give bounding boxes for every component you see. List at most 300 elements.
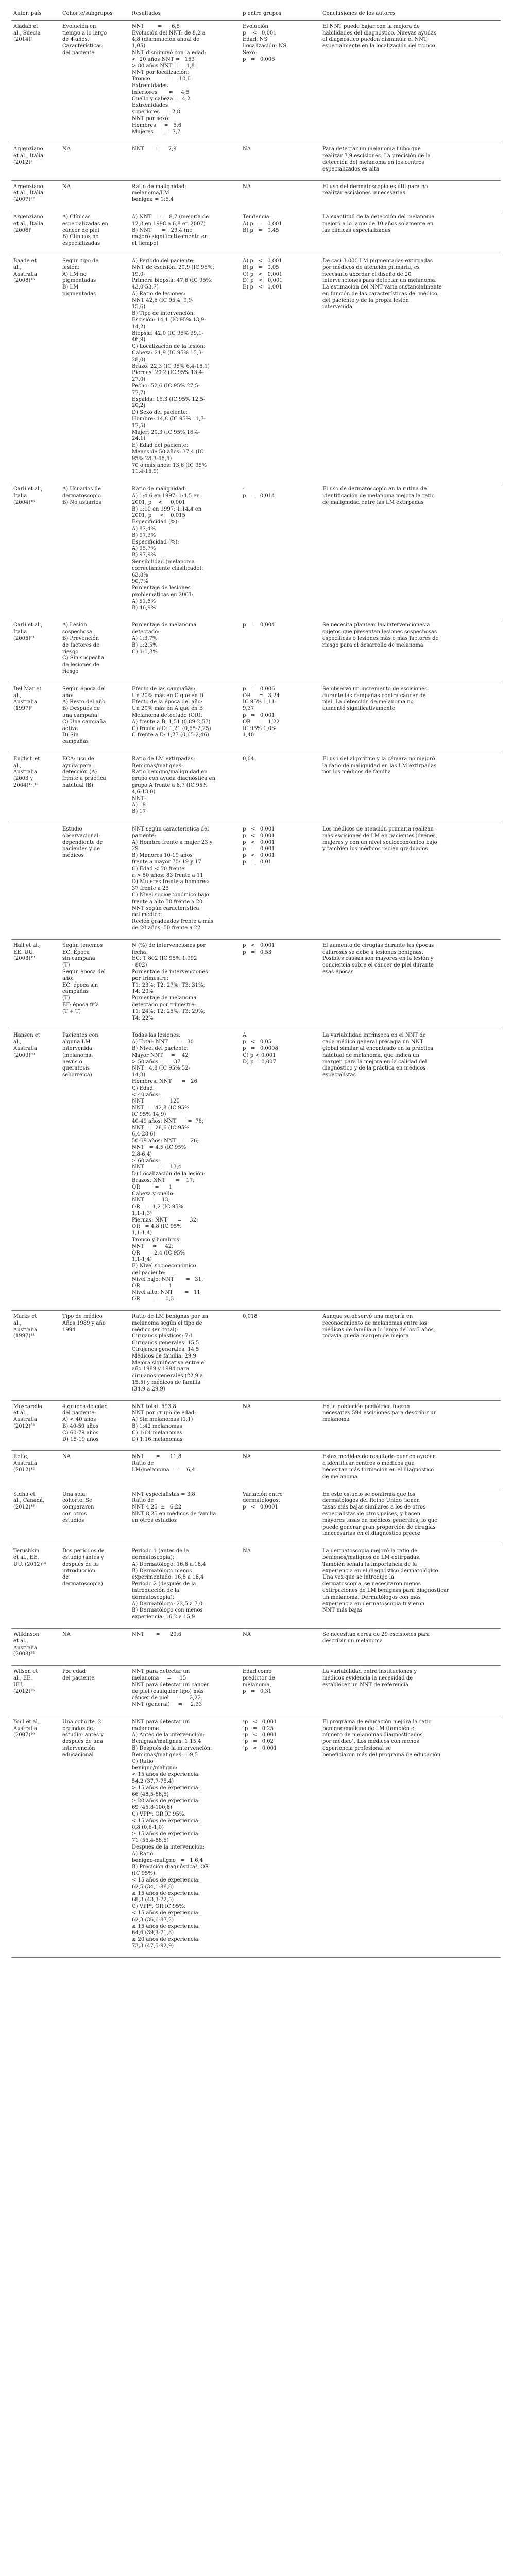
- author-line: Moscarella: [13, 1403, 43, 1410]
- results-line: ≥ 15 años de experiencia:: [132, 1923, 200, 1929]
- cell-conclusions: [320, 683, 501, 753]
- author-line: (2012)³: [13, 159, 33, 165]
- cell-results: [130, 255, 241, 483]
- cell-results: [130, 483, 241, 619]
- author-line: al.,: [13, 1039, 22, 1045]
- cell-p: [241, 753, 320, 823]
- results-line: Brazos: NNT = 17;: [132, 1177, 195, 1183]
- results-line: B) Después de la intervención:: [132, 1745, 212, 1752]
- cell-conclusions: [320, 255, 501, 483]
- cell-results: [130, 1628, 241, 1665]
- conclusions-line: El uso de dermatoscopio en la rutina de: [322, 486, 427, 493]
- p-line: p < 0,001: [243, 30, 277, 36]
- cell-p: [241, 1666, 320, 1716]
- results-line: Nivel bajo: NNT = 31;: [132, 1276, 203, 1282]
- cohort-line: A) Resto del año: [62, 699, 106, 705]
- results-line: > 80 años NNT = 1,8: [132, 63, 195, 69]
- author-line: Australia: [13, 1327, 37, 1333]
- results-line: detectado por trimestre:: [132, 1002, 196, 1008]
- cell-cohort: [60, 483, 130, 619]
- author-line: Italia: [13, 493, 27, 499]
- author-line: EE. UU.: [13, 949, 35, 955]
- results-line: Ratio de: [132, 1461, 154, 1467]
- author-line: et al., Italia: [13, 221, 44, 227]
- results-line: 63,8%: [132, 572, 148, 578]
- cohort-line: Características: [62, 43, 102, 49]
- cohort-line: B) 40-59 años: [62, 1423, 98, 1429]
- results-line: A) 19: [132, 802, 146, 808]
- cohort-line: B) Prevención: [62, 635, 99, 641]
- cell-author: [11, 483, 60, 619]
- table-row: [11, 1666, 501, 1716]
- cell-conclusions: [320, 1488, 501, 1545]
- cell-conclusions: [320, 753, 501, 823]
- table-row: [11, 683, 501, 753]
- results-line: Extremidades: [132, 82, 168, 89]
- results-line: cirujanos generales (22,9 a: [132, 1373, 203, 1379]
- cell-cohort: [60, 180, 130, 211]
- cohort-line: observacional:: [62, 833, 100, 839]
- cohort-line: (melanoma,: [62, 1052, 93, 1058]
- conclusions-line: La estimación del NNT varía sustancialmente: [322, 284, 442, 291]
- results-line: 4,6-13,0): [132, 789, 156, 795]
- author-line: al.,: [13, 692, 22, 699]
- conclusions-line: número de melanomas diagnosticados: [322, 1732, 423, 1738]
- cohort-line: ayuda para: [62, 762, 92, 769]
- header-cohort: Cohorte/subgrupos: [60, 9, 130, 20]
- cohort-line: médicos: [62, 853, 84, 859]
- author-line: al.,: [13, 762, 22, 769]
- conclusions-line: El uso del algoritmo y la cámara no mejoró: [322, 756, 435, 762]
- author-line: Sidhu et: [13, 1491, 36, 1497]
- author-line: (2012)²³: [13, 1423, 35, 1429]
- results-line: B) 46,9%: [132, 605, 156, 611]
- results-line: > 15 años de experiencia:: [132, 1785, 200, 1791]
- author-line: Wilson et: [13, 1669, 38, 1675]
- conclusions-line: mayores tasas en médicos generales, lo que: [322, 1517, 438, 1523]
- cell-cohort: [60, 20, 130, 143]
- p-line: p < 0,05: [243, 1039, 272, 1045]
- conclusions-line: También señala la importancia de la: [322, 1561, 417, 1567]
- p-line: p = 0,31: [243, 1688, 272, 1694]
- results-line: 15,6): [132, 304, 146, 310]
- cohort-line: Por edad: [62, 1669, 86, 1675]
- results-line: Hombres: NNT = 26: [132, 1078, 197, 1084]
- cell-p: [241, 1451, 320, 1488]
- header-p: p entre grupos: [241, 9, 320, 20]
- author-line: Hall et al.,: [13, 942, 41, 948]
- results-line: C) frente a D: 1,21 (0,65-2,25): [132, 725, 211, 732]
- conclusions-line: calurosas se debe a lesiones benignas.: [322, 949, 423, 955]
- cell-author: [11, 211, 60, 255]
- conclusions-line: mujeres y con un nivel socioeconómico bajo: [322, 839, 437, 845]
- conclusions-line: intervenciones para detectar un melanoma.: [322, 278, 437, 284]
- results-line: NNT para detectar un cáncer: [132, 1682, 209, 1688]
- results-line: 27,0): [132, 377, 146, 383]
- p-line: ᵃp = 0,25: [243, 1725, 274, 1732]
- table-row: [11, 1488, 501, 1545]
- results-line: NNT = 42;: [132, 1243, 174, 1249]
- table-row: [11, 180, 501, 211]
- results-line: 68,3 (43,3-72,5): [132, 1897, 174, 1903]
- author-line: (2014)²: [13, 37, 33, 43]
- results-line: 77,7): [132, 389, 146, 396]
- p-line: Variación entre: [243, 1491, 283, 1497]
- results-line: NNT de escisión: 20,9 (IC 95%:: [132, 264, 214, 270]
- cohort-line: D) Sin: [62, 732, 79, 738]
- cell-results: [130, 939, 241, 1029]
- cohort-line: D) 15-19 años: [62, 1436, 99, 1443]
- results-line: < 15 años de experiencia:: [132, 1910, 200, 1916]
- author-line: et al., Italia: [13, 153, 44, 159]
- conclusions-line: Se necesitan cerca de 29 escisiones para: [322, 1631, 430, 1637]
- cohort-line: EF: época fría: [62, 1002, 99, 1008]
- cohort-line: NA: [62, 1454, 71, 1460]
- results-line: < 15 años de experiencia:: [132, 1877, 200, 1884]
- cohort-line: C) Sin sospecha: [62, 655, 105, 662]
- conclusions-line: esas épocas: [322, 969, 354, 975]
- results-line: NNT 42,6 (IC 95%: 9,9-: [132, 297, 194, 303]
- results-line: 14,8): [132, 1072, 146, 1078]
- cell-cohort: [60, 1451, 130, 1488]
- conclusions-line: cada médico general presagia un NNT: [322, 1039, 423, 1045]
- conclusions-line: benigno/maligno de LM (también el: [322, 1725, 416, 1732]
- cohort-line: B) Clínicas no: [62, 234, 99, 240]
- cohort-line: períodos de: [62, 1725, 93, 1732]
- results-line: A) Antes de la intervención:: [132, 1732, 205, 1738]
- results-line: ≥ 60 años:: [132, 1158, 160, 1164]
- author-line: Carli et al.,: [13, 486, 43, 493]
- results-line: frente a alto 50 frente a 20: [132, 899, 203, 905]
- p-line: 9,37: [243, 706, 254, 712]
- results-line: C) Ratio: [132, 1758, 154, 1765]
- results-line: 6,4-28,6): [132, 1131, 156, 1138]
- results-line: experimentado: 16,8 a 18,4: [132, 1574, 204, 1581]
- cell-cohort: [60, 823, 130, 940]
- cohort-line: (T): [62, 995, 70, 1002]
- header-row: [11, 9, 501, 20]
- cell-cohort: [60, 619, 130, 683]
- p-line: p = 0,006: [243, 56, 275, 62]
- conclusions-line: experiencia profesional se: [322, 1745, 391, 1752]
- cohort-line: de lesiones de: [62, 662, 99, 668]
- cell-results: [130, 1029, 241, 1311]
- p-line: C) p < 0,001: [243, 271, 283, 277]
- results-line: OR = 1: [132, 1184, 173, 1190]
- author-line: Australia: [13, 1417, 37, 1423]
- results-line: B) Menores 10-19 años: [132, 853, 193, 859]
- p-line: A) p < 0,001: [243, 258, 282, 264]
- cell-author: [11, 1628, 60, 1665]
- p-line: ᵃp = 0,02: [243, 1739, 274, 1745]
- author-line: Wilkinson: [13, 1631, 39, 1637]
- conclusions-line: en función de las características del médico,: [322, 291, 439, 297]
- results-line: NNT: 4,8 (IC 95% 52-: [132, 1065, 190, 1072]
- cohort-line: introducción: [62, 1568, 96, 1574]
- results-line: < 15 años de experiencia:: [132, 1818, 200, 1824]
- results-line: Un 20% más en C que en D: [132, 692, 204, 699]
- cell-conclusions: [320, 1716, 501, 1957]
- author-line: Terushkin: [13, 1548, 40, 1554]
- conclusions-line: El programa de educación mejora la ratio: [322, 1719, 432, 1725]
- cohort-line: Pacientes con: [62, 1032, 98, 1039]
- results-line: 12,8 en 1998 a 6,8 en 2007): [132, 221, 206, 227]
- results-line: ≥ 20 años de experiencia:: [132, 1798, 200, 1804]
- p-line: A) p = 0,001: [243, 221, 282, 227]
- cell-cohort: [60, 1400, 130, 1451]
- table-row: [11, 1451, 501, 1488]
- results-line: A) 1:4,6 en 1997; 1:4,5 en: [132, 493, 200, 499]
- results-line: NNT = 7,9: [132, 146, 177, 152]
- results-line: NNT = 13;: [132, 1197, 171, 1204]
- results-line: año 1989 y 1994 para: [132, 1366, 189, 1372]
- author-line: (2012)²⁵: [13, 1688, 35, 1694]
- author-line: Australia: [13, 769, 37, 775]
- table-row: [11, 823, 501, 940]
- p-line: ᵃp < 0,001: [243, 1732, 277, 1738]
- cell-cohort: [60, 1666, 130, 1716]
- results-line: Espalda: 16,3 (IC 95% 12,5-: [132, 396, 206, 402]
- results-line: 90,7%: [132, 579, 148, 585]
- cell-p: [241, 1716, 320, 1957]
- conclusions-line: La exactitud de la detección del melanoma: [322, 214, 435, 220]
- cell-results: [130, 211, 241, 255]
- cohort-line: queratosis: [62, 1065, 90, 1072]
- cell-cohort: [60, 683, 130, 753]
- conclusions-line: especialmente en la localización del tronco: [322, 43, 435, 49]
- results-line: NNT disminuyó con la edad:: [132, 49, 207, 56]
- results-line: NNT = 42,8 (IC 95%: [132, 1105, 190, 1111]
- author-line: (2008)¹⁵: [13, 278, 35, 284]
- cell-p: [241, 143, 320, 180]
- results-line: A) Período del paciente:: [132, 258, 195, 264]
- results-line: 11,4-15,9): [132, 469, 159, 475]
- results-line: 46,9): [132, 337, 146, 343]
- cell-results: [130, 823, 241, 940]
- p-line: NA: [243, 1548, 251, 1554]
- conclusions-line: global similar al encontrado en la práctica: [322, 1045, 434, 1052]
- p-line: p < 0,001: [243, 826, 275, 833]
- cell-author: [11, 1311, 60, 1401]
- author-line: al., Suecia: [13, 30, 41, 36]
- author-line: et al.,: [13, 1410, 28, 1416]
- p-line: p = 0,001: [243, 846, 275, 852]
- cell-results: [130, 1451, 241, 1488]
- studies-table: [11, 9, 501, 1958]
- cell-conclusions: [320, 939, 501, 1029]
- results-line: melanoma:: [132, 1725, 161, 1732]
- cell-conclusions: [320, 1029, 501, 1311]
- results-line: Período 1 (antes de la: [132, 1548, 189, 1554]
- conclusions-line: En este estudio se confirma que los: [322, 1491, 416, 1497]
- cell-author: [11, 1488, 60, 1545]
- cohort-line: con otros: [62, 1511, 87, 1517]
- cohort-line: estudios: [62, 1517, 84, 1523]
- results-line: NNT = 11,8: [132, 1454, 182, 1460]
- cell-results: [130, 1545, 241, 1629]
- cohort-line: B) LM: [62, 284, 79, 291]
- conclusions-line: al diagnóstico pueden disminuir el NNT,: [322, 37, 428, 43]
- results-line: ≥ 20 años de experiencia:: [132, 1937, 200, 1943]
- cohort-line: C) 60-79 años: [62, 1430, 99, 1436]
- results-line: 71 (56,4-88,5): [132, 1838, 169, 1844]
- author-line: Carli et al.,: [13, 622, 43, 629]
- p-line: p < 0,001: [243, 942, 275, 948]
- p-line: A: [243, 1032, 247, 1039]
- results-line: NNT = 29,6: [132, 1631, 182, 1637]
- cell-conclusions: [320, 20, 501, 143]
- results-line: benigno/maligno:: [132, 1765, 178, 1771]
- cohort-line: campañas: [62, 739, 89, 745]
- author-line: Rolfe,: [13, 1454, 29, 1460]
- author-line: (2012)¹²: [13, 1467, 35, 1473]
- results-line: Hombres = 5,6: [132, 122, 182, 128]
- cell-author: [11, 1451, 60, 1488]
- cell-author: [11, 180, 60, 211]
- cohort-line: dependiente de: [62, 839, 103, 845]
- results-line: mejoró significativamente en: [132, 234, 208, 240]
- results-line: NNT = 13,4: [132, 1164, 182, 1171]
- author-line: (2007)²²: [13, 197, 35, 203]
- results-line: D) Mujeres frente a hombres:: [132, 879, 210, 885]
- p-line: -: [243, 486, 245, 493]
- results-line: D) Sexo del paciente:: [132, 410, 188, 416]
- p-line: dermatólogos:: [243, 1498, 280, 1504]
- cohort-line: A) Lesión: [62, 622, 87, 629]
- cohort-line: 1994: [62, 1327, 76, 1333]
- conclusions-line: conciencia sobre el cáncer de piel durante: [322, 962, 434, 969]
- p-line: 1,40: [243, 732, 254, 738]
- conclusions-line: por médico). Los médicos con menos: [322, 1739, 419, 1745]
- results-line: dermatoscopia):: [132, 1594, 175, 1600]
- conclusions-line: específicas o lesiones más o más factores de: [322, 635, 439, 641]
- conclusions-line: melanoma: [322, 1417, 350, 1423]
- cell-author: [11, 143, 60, 180]
- cohort-line: dermatoscopio: [62, 493, 101, 499]
- results-line: introducción de la: [132, 1587, 179, 1594]
- results-line: NNT según característica del: [132, 826, 209, 833]
- cohort-line: año:: [62, 692, 74, 699]
- conclusions-line: de malignidad entre las LM extirpadas: [322, 499, 424, 505]
- results-line: Piernas: NNT = 32;: [132, 1217, 198, 1223]
- table-row: [11, 211, 501, 255]
- results-line: 64,6 (39,3-71,8): [132, 1930, 174, 1936]
- results-line: NNT total: 593,8: [132, 1403, 176, 1410]
- results-line: Piernas: 20,2 (IC 95% 13,4-: [132, 370, 204, 376]
- cell-conclusions: [320, 823, 501, 940]
- cell-author: [11, 939, 60, 1029]
- results-line: Efecto de las campañas:: [132, 686, 196, 692]
- results-line: A) Dermatólogo: 16,6 a 18,4: [132, 1561, 206, 1567]
- conclusions-line: piel. La detección de melanoma no: [322, 699, 414, 705]
- results-line: B) NNT = 29,4 (no: [132, 227, 193, 233]
- cell-p: [241, 1628, 320, 1665]
- cohort-line: Según tenemos: [62, 942, 103, 948]
- cell-author: [11, 1545, 60, 1629]
- results-line: B) 1:2,5%: [132, 642, 158, 648]
- author-line: Youl et al.,: [13, 1719, 41, 1725]
- results-line: C) 1:64 melanomas: [132, 1430, 182, 1436]
- results-line: del paciente:: [132, 1270, 166, 1276]
- p-line: NA: [243, 146, 251, 152]
- table-row: [11, 1400, 501, 1451]
- results-line: > 50 años = 37: [132, 1059, 181, 1065]
- results-line: LM/melanoma = 6,4: [132, 1467, 195, 1473]
- results-line: NNT según característica: [132, 905, 199, 911]
- results-line: melanoma/LM: [132, 190, 169, 196]
- p-line: 0,04: [243, 756, 254, 762]
- author-line: (2006)⁹: [13, 227, 33, 233]
- cohort-line: Dos períodos de: [62, 1548, 105, 1554]
- conclusions-line: riesgo para el desarrollo de melanoma: [322, 642, 423, 648]
- author-line: (2005)²¹: [13, 635, 35, 641]
- table-row: [11, 753, 501, 823]
- p-line: p = 0,014: [243, 493, 275, 499]
- conclusions-line: El aumento de cirugías durante las épocas: [322, 942, 434, 948]
- p-line: Edad: NS: [243, 37, 268, 43]
- results-line: 62,5 (34,1-88,8): [132, 1884, 174, 1890]
- results-line: 62,3 (36,6-87,2): [132, 1917, 174, 1923]
- results-line: B) 17: [132, 809, 146, 815]
- cohort-line: Una cohorte. 2: [62, 1719, 101, 1725]
- conclusions-line: El NNT puede bajar con la mejora de: [322, 23, 420, 29]
- cohort-line: A) Usuarios de: [62, 486, 101, 493]
- results-line: paciente:: [132, 833, 156, 839]
- results-line: Mayor NNT = 42: [132, 1052, 189, 1058]
- cell-conclusions: [320, 211, 501, 255]
- cell-author: [11, 1400, 60, 1451]
- results-line: Mujer: 20,3 (IC 95% 16,4-: [132, 429, 200, 435]
- author-line: 2004)¹⁷,¹⁸: [13, 783, 39, 789]
- cohort-line: pigmentadas: [62, 278, 96, 284]
- cohort-line: cáncer de piel: [62, 227, 99, 233]
- results-line: C) 1:1,8%: [132, 649, 158, 655]
- conclusions-line: De casi 3.000 LM pigmentadas extirpadas: [322, 258, 433, 264]
- cohort-line: (T): [62, 962, 70, 969]
- results-line: Tronco y hombros:: [132, 1237, 181, 1243]
- cell-conclusions: [320, 1628, 501, 1665]
- conclusions-line: NNT más bajas: [322, 1607, 363, 1614]
- results-line: 54,2 (37,7-75,4): [132, 1778, 174, 1785]
- conclusions-line: a identificar centros o médicos que: [322, 1461, 415, 1467]
- cohort-line: dermatoscopia): [62, 1581, 103, 1587]
- conclusions-line: reconocimiento de melanomas entre los: [322, 1320, 427, 1326]
- p-line: predictor de: [243, 1675, 275, 1681]
- author-line: English et: [13, 756, 40, 762]
- cohort-line: C) Una campaña: [62, 719, 106, 725]
- cohort-line: 4 grupos de edad: [62, 1403, 108, 1410]
- results-line: B) Tipo de intervención:: [132, 311, 195, 317]
- results-line: N (%) de intervenciones por: [132, 942, 206, 948]
- results-line: C) Localización de la lesión:: [132, 344, 206, 350]
- cohort-line: especializadas en: [62, 221, 108, 227]
- cohort-line: Según época del: [62, 969, 106, 975]
- conclusions-line: detección del melanoma en los centros: [322, 159, 424, 165]
- results-line: T1: 24%; T2: 25%; T3: 29%;: [132, 1008, 205, 1014]
- conclusions-line: habilidades del diagnóstico. Nuevas ayudas: [322, 30, 437, 36]
- p-line: C) p < 0,001: [243, 1052, 276, 1058]
- cell-p: [241, 483, 320, 619]
- cell-conclusions: [320, 1400, 501, 1451]
- p-line: B) p = 0,45: [243, 227, 279, 233]
- results-line: - 802): [132, 962, 147, 969]
- cohort-line: sospechosa: [62, 629, 92, 635]
- cohort-line: sin campaña: [62, 956, 95, 962]
- cohort-line: campañas: [62, 989, 89, 995]
- cohort-line: pacientes y de: [62, 846, 100, 852]
- cell-conclusions: [320, 619, 501, 683]
- cohort-line: Una sola: [62, 1491, 86, 1497]
